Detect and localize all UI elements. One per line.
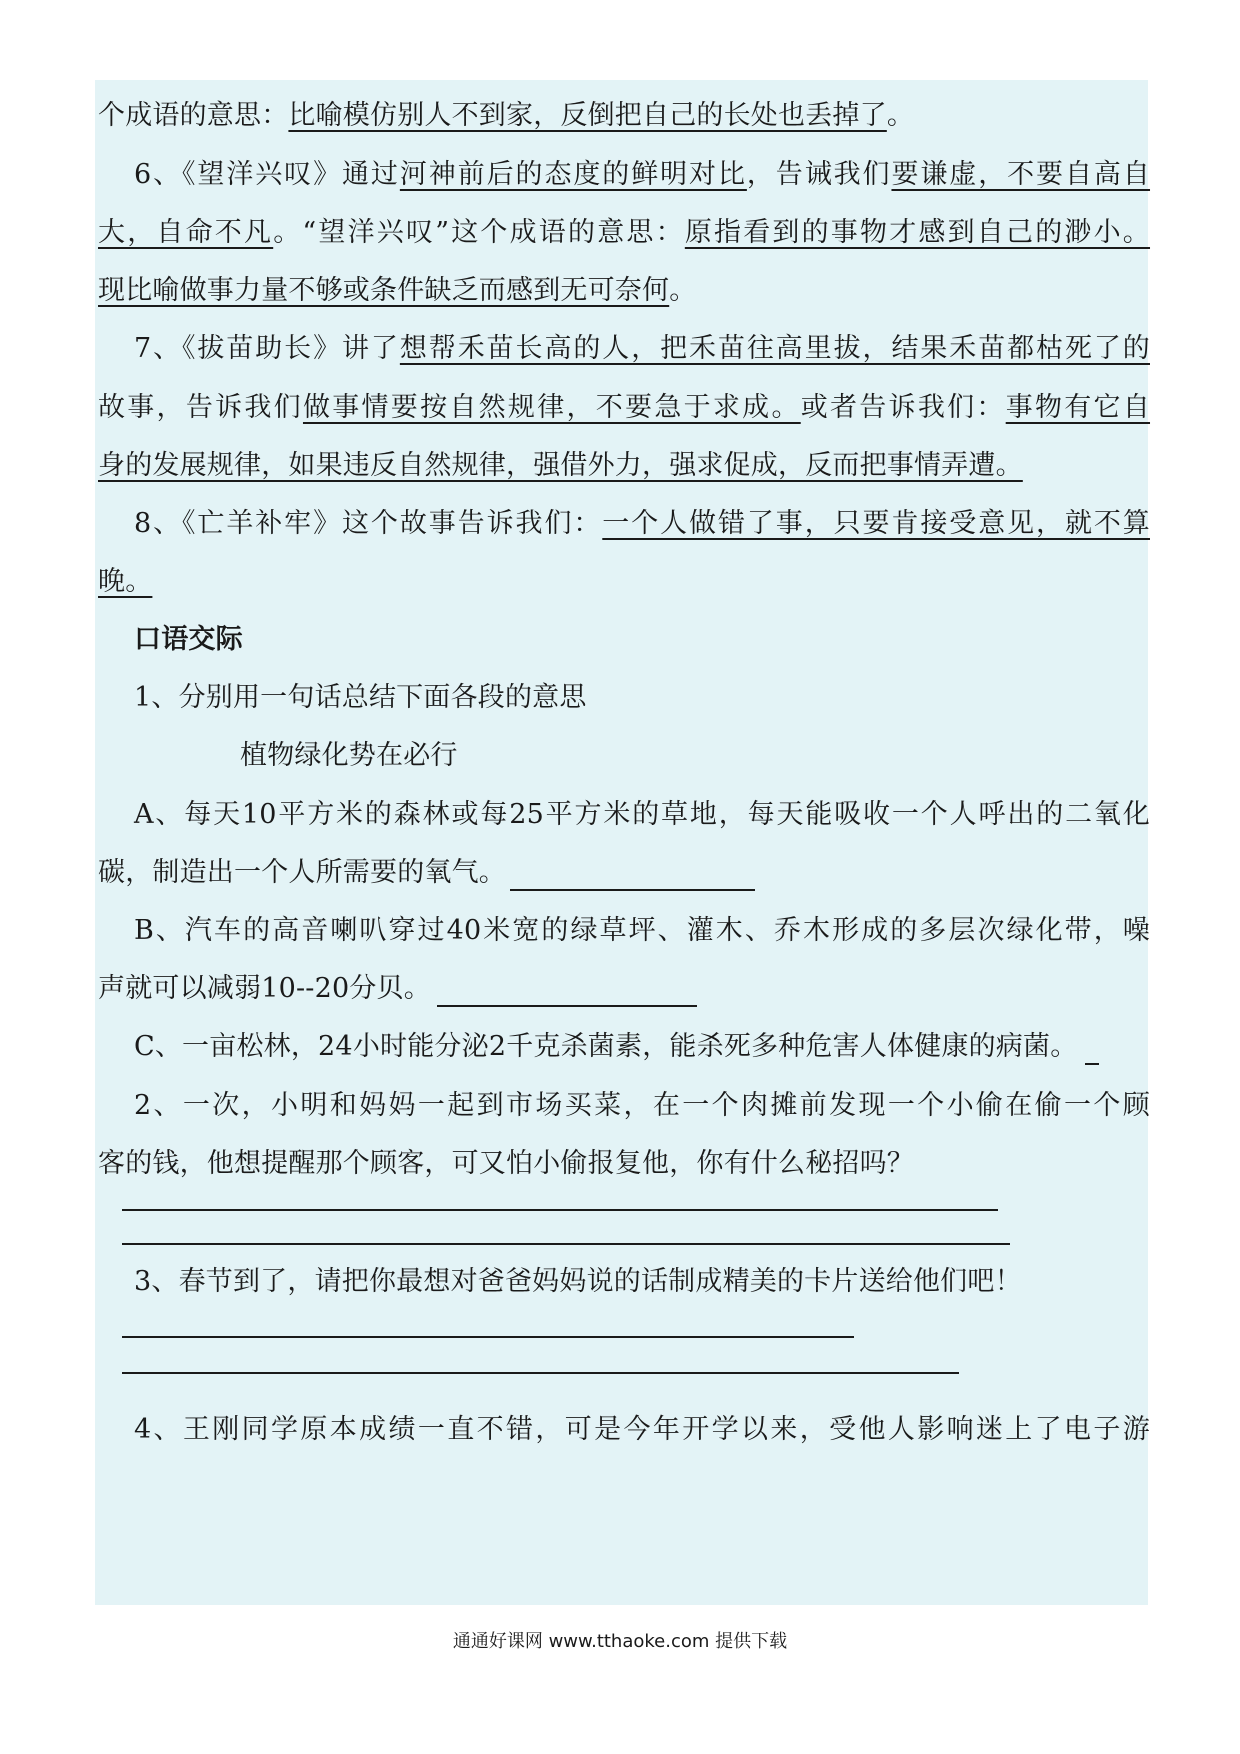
- p6-line-3: [98, 273, 1150, 309]
- passage-title: 植物绿化势在必行: [240, 740, 458, 771]
- text: 6、《望洋兴叹》通过: [134, 159, 400, 190]
- answer-line[interactable]: [122, 1336, 854, 1338]
- answer-blank[interactable]: [1085, 1033, 1099, 1065]
- text: 个成语的意思：: [98, 100, 289, 131]
- answer-blank[interactable]: [437, 975, 697, 1007]
- underlined-answer: 一个人做错了事，只要肯接受意见，就不算: [602, 508, 1150, 539]
- question-2-line-1: 2、一次，小明和妈妈一起到市场买菜，在一个肉摊前发现一个小偷在偷一个顾: [134, 1090, 1150, 1121]
- p7-line-2: [98, 390, 1150, 426]
- question-2-line-2: 客的钱，他想提醒那个顾客，可又怕小偷报复他，你有什么秘招吗？: [98, 1148, 914, 1179]
- text: 8、《亡羊补牢》这个故事告诉我们：: [134, 508, 603, 539]
- text: 。: [886, 100, 915, 131]
- p5-line-1: [98, 98, 1150, 134]
- p6-line-2: [98, 215, 1150, 251]
- item-b-line-1: B、汽车的高音喇叭穿过40米宽的绿草坪、灌木、乔木形成的多层次绿化带，噪: [134, 915, 1150, 946]
- answer-line[interactable]: [122, 1372, 959, 1374]
- underlined-answer: 河神前后的态度的鲜明对比: [399, 159, 747, 190]
- text: 故事，告诉我们: [98, 392, 303, 423]
- underlined-answer: 晚。: [98, 566, 153, 597]
- item-c-line-1: [134, 1029, 1150, 1065]
- underlined-answer: 要谦虚，不要自高自: [891, 159, 1151, 190]
- text: 声就可以减弱10--20分贝。: [98, 973, 431, 1004]
- answer-line[interactable]: [122, 1243, 1010, 1245]
- p7-line-3: [98, 448, 1150, 484]
- text: C、一亩松林，24小时能分泌2千克杀菌素，能杀死多种危害人体健康的病菌。: [134, 1031, 1078, 1062]
- underlined-answer: 想帮禾苗长高的人，把禾苗往高里拔，结果禾苗都枯死了的: [399, 333, 1150, 364]
- item-a-line-2: [98, 855, 1150, 891]
- text: 或者告诉我们：: [800, 392, 1006, 423]
- underlined-answer: 原指看到的事物才感到自己的渺小。: [684, 217, 1151, 248]
- question-3: 3、春节到了，请把你最想对爸爸妈妈说的话制成精美的卡片送给他们吧！: [134, 1266, 1022, 1297]
- underlined-answer: 大，自命不凡: [98, 217, 274, 248]
- underlined-answer: 身的发展规律，如果违反自然规律，强借外力，强求促成，反而把事情弄遭。: [98, 450, 1023, 481]
- text: 。“望洋兴叹”这个成语的意思：: [273, 217, 685, 248]
- answer-line[interactable]: [122, 1209, 998, 1211]
- item-a-line-1: A、每天10平方米的森林或每25平方米的草地，每天能吸收一个人呼出的二氧化: [134, 799, 1150, 830]
- section-heading: 口语交际: [134, 624, 243, 655]
- p7-line-1: [134, 331, 1150, 367]
- p8-line-2: [98, 564, 1150, 600]
- footer: 通通好课网 www.tthaoke.com 提供下载: [452, 1631, 788, 1652]
- p6-line-1: [134, 157, 1150, 193]
- item-b-line-2: [98, 971, 1150, 1007]
- text: ，告诫我们: [746, 159, 892, 190]
- text: 。: [669, 275, 697, 306]
- text: 7、《拔苗助长》讲了: [134, 333, 400, 364]
- underlined-answer: 现比喻做事力量不够或条件缺乏而感到无可奈何: [98, 275, 670, 306]
- answer-blank[interactable]: [510, 859, 755, 891]
- underlined-answer: 事物有它自: [1005, 392, 1151, 423]
- question-1: 1、分别用一句话总结下面各段的意思: [134, 682, 587, 713]
- p8-line-1: [134, 506, 1150, 542]
- question-4-line-1: 4、王刚同学原本成绩一直不错，可是今年开学以来，受他人影响迷上了电子游: [134, 1414, 1150, 1445]
- text: 碳，制造出一个人所需要的氧气。: [98, 857, 506, 888]
- underlined-answer: 比喻模仿别人不到家，反倒把自己的长处也丢掉了: [288, 100, 887, 131]
- underlined-answer: 做事情要按自然规律，不要急于求成。: [302, 392, 801, 423]
